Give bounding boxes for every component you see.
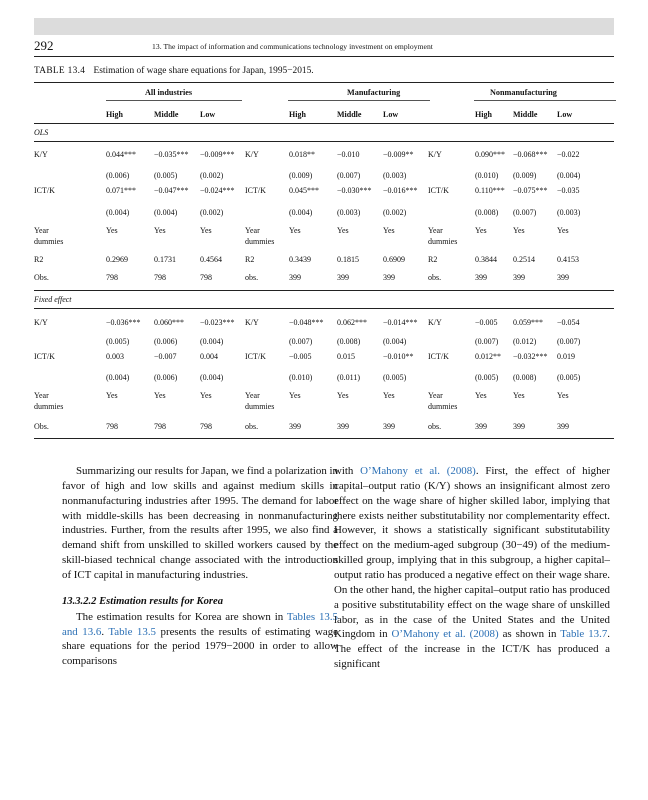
row-label: ICT/K bbox=[34, 352, 55, 361]
table-cell: (0.002) bbox=[383, 208, 407, 217]
table-cell: 0.044*** bbox=[106, 150, 136, 159]
left-column bbox=[62, 464, 338, 669]
group-underline bbox=[474, 100, 616, 101]
table-cell: Yes bbox=[200, 391, 212, 400]
column-header: High bbox=[289, 110, 306, 119]
table-cell: Yes bbox=[289, 391, 301, 400]
table-cell: −0.030*** bbox=[337, 186, 372, 195]
table-cell: 798 bbox=[106, 273, 118, 282]
table-cell: (0.002) bbox=[200, 208, 224, 217]
text: The estimation results for Korea are shown in bbox=[76, 610, 287, 623]
section-heading: 13.3.2.2 Estimation results for Korea bbox=[62, 595, 223, 607]
text: presents the results of estimating wage share equations for the period 1979−2000 in order to allow comparisons bbox=[62, 625, 339, 668]
table-cell: 0.1815 bbox=[337, 255, 359, 264]
running-head: 13. The impact of information and communications technology investment on employment bbox=[152, 42, 433, 51]
table-cell: −0.007 bbox=[154, 352, 177, 361]
table-cell: 399 bbox=[337, 422, 349, 431]
table-cell: Yes bbox=[383, 391, 395, 400]
table-cell: (0.006) bbox=[106, 171, 130, 180]
table-cell: 399 bbox=[557, 273, 569, 282]
column-header: Low bbox=[200, 110, 216, 119]
table-cell: Yes bbox=[337, 391, 349, 400]
table-cell: −0.022 bbox=[557, 150, 580, 159]
row-label: obs. bbox=[428, 273, 442, 282]
table-cell: −0.035*** bbox=[154, 150, 189, 159]
page-number: 292 bbox=[34, 38, 54, 53]
table-cell: (0.011) bbox=[337, 373, 361, 382]
table-cell: −0.054 bbox=[557, 318, 580, 327]
row-label: R2 bbox=[245, 255, 255, 264]
table-cell: 399 bbox=[383, 422, 395, 431]
table-cell: 798 bbox=[106, 422, 118, 431]
table-cell: (0.009) bbox=[513, 171, 537, 180]
row-label: ICT/K bbox=[34, 186, 55, 195]
table-cell: 798 bbox=[154, 273, 166, 282]
table-cell: (0.008) bbox=[475, 208, 499, 217]
table-cell: −0.005 bbox=[475, 318, 498, 327]
citation-link[interactable]: O’Mahony et al. (2008) bbox=[391, 628, 499, 641]
table-cell: −0.016*** bbox=[383, 186, 418, 195]
table-cell: −0.032*** bbox=[513, 352, 548, 361]
table-cell: 399 bbox=[475, 422, 487, 431]
group-underline bbox=[288, 100, 430, 101]
section-rule bbox=[34, 290, 614, 291]
table-cell: (0.004) bbox=[557, 171, 581, 180]
row-label: R2 bbox=[428, 255, 438, 264]
group-underline bbox=[106, 100, 242, 101]
section-label-fixed-effect: Fixed effect bbox=[34, 295, 72, 304]
table-cell: (0.004) bbox=[383, 337, 407, 346]
row-label: obs. bbox=[245, 273, 259, 282]
subheader-rule bbox=[34, 123, 614, 124]
table-cell: Yes bbox=[513, 391, 525, 400]
table-cell: −0.010** bbox=[383, 352, 414, 361]
table-cell: Yes bbox=[475, 391, 487, 400]
table-cell: −0.010 bbox=[337, 150, 360, 159]
table-cell: −0.009*** bbox=[200, 150, 235, 159]
row-label: Year bbox=[245, 226, 260, 235]
table-cell: 0.003 bbox=[106, 352, 124, 361]
table-cell: (0.010) bbox=[289, 373, 313, 382]
table-cell: Yes bbox=[106, 391, 118, 400]
table-cell: 0.059*** bbox=[513, 318, 543, 327]
section-rule bbox=[34, 308, 614, 309]
table-cell: 0.060*** bbox=[154, 318, 184, 327]
row-label: K/Y bbox=[34, 150, 48, 159]
table-cell: (0.007) bbox=[337, 171, 361, 180]
table-cell: Yes bbox=[154, 226, 166, 235]
paragraph: Summarizing our results for Japan, we find a polarization in favor of high and low skills and against medium skills in nonmanufacturing industries after 1995. The demand for labor with middle-skills has been decreasing in nonmanufacturing industries. Further, from the results after 1995, we also find a demand shift from unskilled to skilled workers caused by the skill-biased technical change associated with the introduction of ICT capital in manufacturing industries. bbox=[62, 465, 338, 582]
table-cell: −0.036*** bbox=[106, 318, 141, 327]
table-cell: 0.110*** bbox=[475, 186, 505, 195]
table-cell: 0.071*** bbox=[106, 186, 136, 195]
row-label: K/Y bbox=[428, 150, 442, 159]
row-label: dummies bbox=[428, 237, 458, 246]
table-cell: −0.014*** bbox=[383, 318, 418, 327]
group-header-manufacturing: Manufacturing bbox=[347, 88, 401, 97]
table-cell: 0.018** bbox=[289, 150, 315, 159]
table-caption bbox=[34, 66, 314, 76]
table-cell: 399 bbox=[289, 422, 301, 431]
table-cell: 798 bbox=[200, 422, 212, 431]
table-cell: 0.015 bbox=[337, 352, 355, 361]
row-label: Obs. bbox=[34, 422, 49, 431]
table-cell: 798 bbox=[200, 273, 212, 282]
row-label: K/Y bbox=[34, 318, 48, 327]
table-bottom-rule bbox=[34, 438, 614, 439]
table-cell: Yes bbox=[557, 226, 569, 235]
column-header: Middle bbox=[154, 110, 179, 119]
text: . First, the effect of higher capital–output ratio (K/Y) shows an insignificant almost zero effect on the wage share of higher skilled labor, implying that there exists neither substitutability nor complementarity effect. However, it shows a statistically significant substitutability effect on the medium-aged subgroup (30−49) of the medium-skilled group, implying that in this subgroup, a higher capital–output ratio has produced a negative effect on their wage share. On the other hand, the higher capital–output ratio has produced a positive substitutability effect on the wage share of unskilled labor, as in the case of the United States and the United Kingdom in bbox=[334, 465, 610, 641]
table-cell: 0.012** bbox=[475, 352, 501, 361]
table-cell: (0.003) bbox=[557, 208, 581, 217]
table-cell: 399 bbox=[475, 273, 487, 282]
table-cell: (0.007) bbox=[557, 337, 581, 346]
row-label: obs. bbox=[245, 422, 259, 431]
text: as shown in bbox=[498, 628, 561, 641]
table-cell: −0.048*** bbox=[289, 318, 324, 327]
table-cell: Yes bbox=[200, 226, 212, 235]
table-cell: 399 bbox=[337, 273, 349, 282]
citation-link[interactable]: O’Mahony et al. (2008) bbox=[360, 465, 476, 477]
table-cell: (0.005) bbox=[154, 171, 178, 180]
table-cell: (0.009) bbox=[289, 171, 313, 180]
text: with bbox=[334, 465, 361, 477]
table-cell: Yes bbox=[154, 391, 166, 400]
table-link[interactable]: Tables 13.5 and 13.6 bbox=[62, 610, 339, 638]
table-cell: Yes bbox=[383, 226, 395, 235]
paragraph bbox=[62, 610, 338, 669]
table-cell: (0.003) bbox=[337, 208, 361, 217]
table-cell: 0.2514 bbox=[513, 255, 535, 264]
table-cell: 0.004 bbox=[200, 352, 218, 361]
table-cell: (0.005) bbox=[557, 373, 581, 382]
table-cell: (0.007) bbox=[289, 337, 313, 346]
table-cell: −0.023*** bbox=[200, 318, 235, 327]
table-cell: −0.009** bbox=[383, 150, 414, 159]
table-cell: (0.006) bbox=[154, 337, 178, 346]
table-cell: 0.2969 bbox=[106, 255, 128, 264]
group-header-all-industries: All industries bbox=[145, 88, 193, 97]
row-label: dummies bbox=[245, 402, 275, 411]
row-label: ICT/K bbox=[245, 186, 266, 195]
table-cell: −0.075*** bbox=[513, 186, 548, 195]
table-cell: 0.045*** bbox=[289, 186, 319, 195]
table-cell: 0.4153 bbox=[557, 255, 579, 264]
row-label: Year bbox=[245, 391, 260, 400]
text: . The effect of the increase in the ICT/K has produced a significant bbox=[334, 628, 611, 671]
column-header: High bbox=[475, 110, 492, 119]
table-cell: 0.019 bbox=[557, 352, 575, 361]
table-cell: (0.004) bbox=[289, 208, 313, 217]
row-label: ICT/K bbox=[245, 352, 266, 361]
row-label: ICT/K bbox=[428, 186, 449, 195]
row-label: K/Y bbox=[428, 318, 442, 327]
table-cell: 399 bbox=[383, 273, 395, 282]
row-label: R2 bbox=[34, 255, 44, 264]
table-cell: −0.005 bbox=[289, 352, 312, 361]
table-cell: (0.003) bbox=[383, 171, 407, 180]
row-label: Year bbox=[428, 391, 443, 400]
table-cell: −0.024*** bbox=[200, 186, 235, 195]
table-cell: 798 bbox=[154, 422, 166, 431]
table-label: TABLE 13.4 bbox=[34, 66, 86, 76]
table-cell: (0.005) bbox=[383, 373, 407, 382]
row-label: obs. bbox=[428, 422, 442, 431]
table-cell: 399 bbox=[513, 273, 525, 282]
table-cell: (0.008) bbox=[337, 337, 361, 346]
table-cell: (0.007) bbox=[513, 208, 537, 217]
table-cell: Yes bbox=[475, 226, 487, 235]
row-label: Year bbox=[34, 226, 49, 235]
table-cell: Yes bbox=[513, 226, 525, 235]
table-top-rule bbox=[34, 82, 614, 83]
row-label: Obs. bbox=[34, 273, 49, 282]
column-header: Middle bbox=[513, 110, 538, 119]
row-label: dummies bbox=[34, 237, 64, 246]
top-bar bbox=[34, 18, 614, 35]
table-cell: Yes bbox=[106, 226, 118, 235]
table-cell: Yes bbox=[289, 226, 301, 235]
table-cell: (0.007) bbox=[475, 337, 499, 346]
table-link[interactable]: Table 13.7 bbox=[560, 628, 608, 641]
row-label: ICT/K bbox=[428, 352, 449, 361]
table-cell: (0.005) bbox=[475, 373, 499, 382]
header-rule bbox=[34, 56, 614, 57]
table-title: Estimation of wage share equations for Japan, 1995−2015. bbox=[93, 66, 314, 76]
table-cell: (0.004) bbox=[106, 208, 130, 217]
table-cell: (0.002) bbox=[200, 171, 224, 180]
row-label: dummies bbox=[245, 237, 275, 246]
table-cell: (0.004) bbox=[106, 373, 130, 382]
table-cell: Yes bbox=[557, 391, 569, 400]
table-cell: (0.005) bbox=[106, 337, 130, 346]
table-link[interactable]: Table 13.5 bbox=[108, 625, 156, 638]
table-cell: 399 bbox=[513, 422, 525, 431]
paragraph bbox=[334, 464, 610, 672]
section-label-ols: OLS bbox=[34, 128, 49, 137]
text: . bbox=[101, 625, 109, 638]
table-cell: (0.012) bbox=[513, 337, 537, 346]
row-label: dummies bbox=[34, 402, 64, 411]
row-label: K/Y bbox=[245, 150, 259, 159]
table-cell: (0.006) bbox=[154, 373, 178, 382]
row-label: Year bbox=[34, 391, 49, 400]
column-header: Low bbox=[557, 110, 573, 119]
table-cell: (0.008) bbox=[513, 373, 537, 382]
group-header-nonmanufacturing: Nonmanufacturing bbox=[490, 88, 557, 97]
row-label: Year bbox=[428, 226, 443, 235]
table-cell: (0.004) bbox=[200, 337, 224, 346]
table-cell: 0.3439 bbox=[289, 255, 311, 264]
table-cell: −0.068*** bbox=[513, 150, 548, 159]
right-column bbox=[334, 464, 610, 672]
table-cell: 0.1731 bbox=[154, 255, 176, 264]
table-cell: (0.004) bbox=[200, 373, 224, 382]
column-header: Middle bbox=[337, 110, 362, 119]
section-rule bbox=[34, 141, 614, 142]
table-cell: −0.047*** bbox=[154, 186, 189, 195]
column-header: Low bbox=[383, 110, 399, 119]
table-cell: 0.6909 bbox=[383, 255, 405, 264]
table-cell: (0.010) bbox=[475, 171, 499, 180]
table-cell: (0.004) bbox=[154, 208, 178, 217]
column-header: High bbox=[106, 110, 123, 119]
table-cell: Yes bbox=[337, 226, 349, 235]
table-cell: 0.062*** bbox=[337, 318, 367, 327]
table-cell: 0.4564 bbox=[200, 255, 222, 264]
row-label: dummies bbox=[428, 402, 458, 411]
table-cell: 399 bbox=[557, 422, 569, 431]
row-label: K/Y bbox=[245, 318, 259, 327]
table-cell: 0.090*** bbox=[475, 150, 505, 159]
table-cell: 399 bbox=[289, 273, 301, 282]
table-cell: 0.3844 bbox=[475, 255, 497, 264]
table-cell: −0.035 bbox=[557, 186, 580, 195]
